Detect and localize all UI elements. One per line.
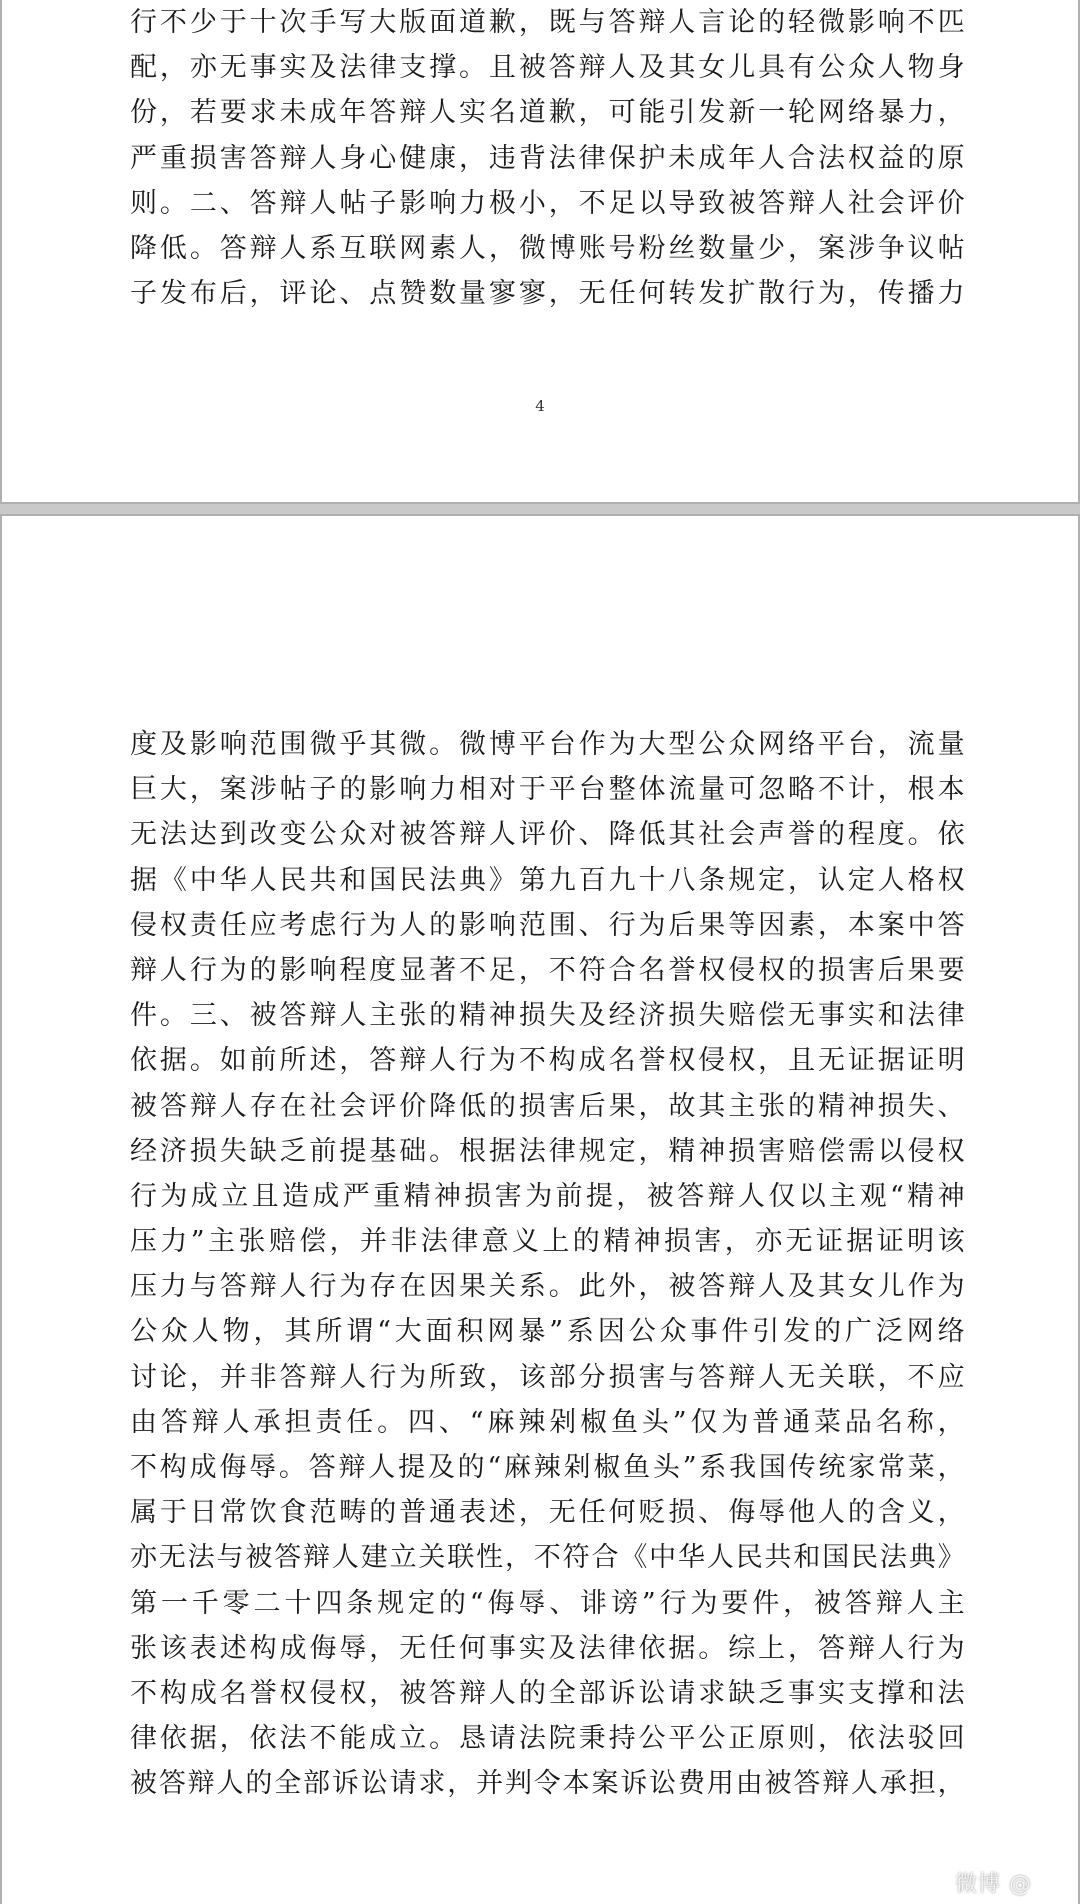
text-line: 由答辩人承担责任。四、“麻辣剁椒鱼头”仅为普通菜品名称， (130, 1406, 965, 1438)
text-line: 属于日常饮食范畴的普通表述，无任何贬损、侮辱他人的含义， (130, 1497, 965, 1529)
text-line: 份，若要求未成年答辩人实名道歉，可能引发新一轮网络暴力， (130, 97, 965, 129)
text-line: 不构成侮辱。答辩人提及的“麻辣剁椒鱼头”系我国传统家常菜， (130, 1452, 965, 1483)
page-5-text-block (130, 722, 965, 1807)
text-line: 依据。如前所述，答辩人行为不构成名誉权侵权，且无证据证明 (130, 1045, 965, 1077)
page-4-text-block (130, 0, 965, 316)
text-line: 度及影响范围微乎其微。微博平台作为大型公众网络平台，流量 (130, 729, 965, 760)
text-line: 讨论，并非答辩人行为所致，该部分损害与答辩人无关联，不应 (130, 1361, 965, 1393)
text-line: 第一千零二十四条规定的“侮辱、诽谤”行为要件，被答辩人主 (130, 1587, 965, 1619)
text-line: 亦无法与被答辩人建立关联性，不符合《中华人民共和国民法典》 (130, 1542, 965, 1574)
text-line: 经济损失缺乏前提基础。根据法律规定，精神损害赔偿需以侵权 (130, 1135, 965, 1167)
text-line: 行为成立且造成严重精神损害为前提，被答辩人仅以主观“精神 (130, 1180, 965, 1212)
text-line: 侵权责任应考虑行为人的影响范围、行为后果等因素，本案中答 (130, 909, 965, 941)
text-line: 件。三、被答辩人主张的精神损失及经济损失赔偿无事实和法律 (130, 1000, 965, 1032)
text-line: 子发布后，评论、点赞数量寥寥，无任何转发扩散行为，传播力 (130, 278, 965, 310)
text-line: 被答辩人的全部诉讼请求，并判令本案诉讼费用由被答辩人承担， (130, 1768, 965, 1800)
text-line: 行不少于十次手写大版面道歉，既与答辩人言论的轻微影响不匹 (130, 7, 965, 38)
watermark: 微博 @ (955, 1872, 1032, 1897)
document-page-5 (0, 514, 1080, 1904)
text-line: 据《中华人民共和国民法典》第九百九十八条规定，认定人格权 (130, 864, 965, 896)
text-line: 公众人物，其所谓“大面积网暴”系因公众事件引发的广泛网络 (130, 1316, 965, 1348)
text-line: 压力与答辩人行为存在因果关系。此外，被答辩人及其女儿作为 (130, 1271, 965, 1303)
text-line: 张该表述构成侮辱，无任何事实及法律依据。综上，答辩人行为 (130, 1632, 965, 1664)
document-page-4 (0, 0, 1080, 504)
text-line: 严重损害答辩人身心健康，违背法律保护未成年人合法权益的原 (130, 142, 965, 174)
page-number: 4 (535, 397, 545, 415)
text-line: 律依据，依法不能成立。恳请法院秉持公平公正原则，依法驳回 (130, 1723, 965, 1755)
text-line: 压力”主张赔偿，并非法律意义上的精神损害，亦无证据证明该 (130, 1226, 965, 1258)
text-line: 被答辩人存在社会评价降低的损害后果，故其主张的精神损失、 (130, 1090, 965, 1122)
text-line: 辩人行为的影响程度显著不足，不符合名誉权侵权的损害后果要 (130, 954, 965, 986)
text-line: 配，亦无事实及法律支撑。且被答辩人及其女儿具有公众人物身 (130, 52, 965, 84)
text-line: 降低。答辩人系互联网素人，微博账号粉丝数量少，案涉争议帖 (130, 232, 965, 264)
text-line: 巨大，案涉帖子的影响力相对于平台整体流量可忽略不计，根本 (130, 774, 965, 806)
text-line: 不构成名誉权侵权，被答辩人的全部诉讼请求缺乏事实支撑和法 (130, 1677, 965, 1709)
text-line: 无法达到改变公众对被答辩人评价、降低其社会声誉的程度。依 (130, 819, 965, 851)
text-line: 则。二、答辩人帖子影响力极小，不足以导致被答辩人社会评价 (130, 187, 965, 219)
